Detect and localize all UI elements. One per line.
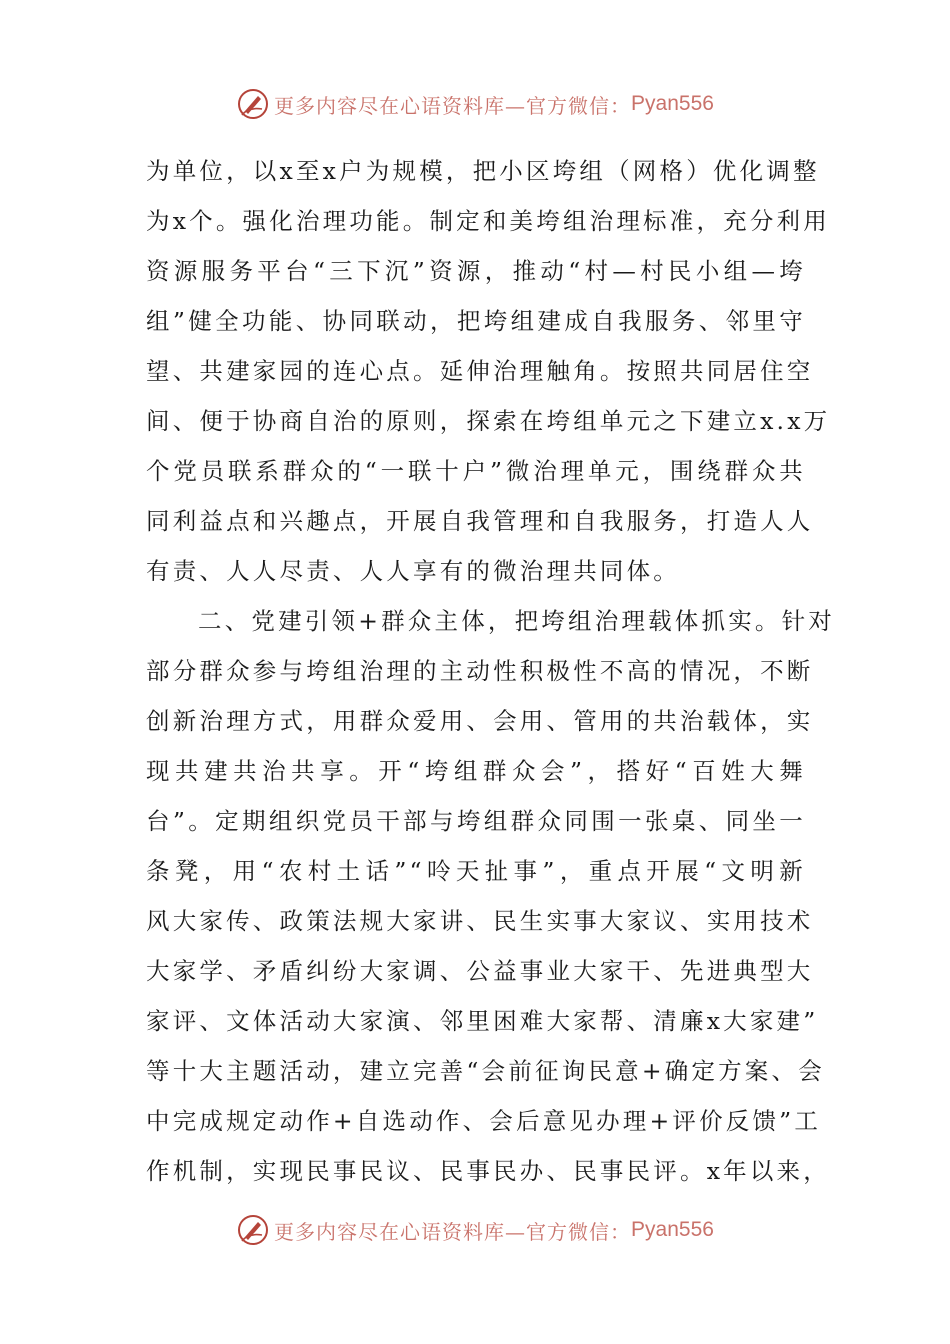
text-line: 创新治理方式，用群众爱用、会用、管用的共治载体，实 xyxy=(146,707,814,735)
text-line: 中完成规定动作+自选动作、会后意见办理+评价反馈”工 xyxy=(146,1107,822,1135)
watermark-text: 更多内容尽在心语资料库—官方微信： xyxy=(274,1219,632,1244)
text-line: 台”。定期组织党员干部与垮组群众同围一张桌、同坐一 xyxy=(146,807,806,835)
text-line: 部分群众参与垮组治理的主动性积极性不高的情况，不断 xyxy=(146,657,814,685)
paragraph-1 xyxy=(146,146,831,596)
header-watermark xyxy=(0,80,950,128)
text-line: 为单位，以x至x户为规模，把小区垮组（网格）优化调整 xyxy=(146,157,820,185)
text-line: 现共建共治共享。开“垮组群众会”，搭好“百姓大舞 xyxy=(146,757,806,785)
watermark-id: Pyan556 xyxy=(631,1218,714,1241)
text-line: 个党员联系群众的“一联十户”微治理单元，围绕群众共 xyxy=(146,457,806,485)
text-line: 望、共建家园的连心点。延伸治理触角。按照共同居住空 xyxy=(146,357,814,385)
text-line: 组”健全功能、协同联动，把垮组建成自我服务、邻里守 xyxy=(146,307,806,335)
text-line: 风大家传、政策法规大家讲、民生实事大家议、实用技术 xyxy=(146,907,814,935)
document-body xyxy=(146,146,835,1196)
text-line: 作机制，实现民事民议、民事民办、民事民评。x年以来， xyxy=(146,1157,830,1185)
pen-logo-icon xyxy=(236,87,270,121)
watermark-id: Pyan556 xyxy=(631,92,714,115)
footer-watermark xyxy=(0,1206,950,1254)
text-line: 条凳，用“农村土话”“呤天扯事”，重点开展“文明新 xyxy=(146,857,806,885)
text-line: 为x个。强化治理功能。制定和美垮组治理标准，充分利用 xyxy=(146,207,830,235)
text-line: 等十大主题活动，建立完善“会前征询民意+确定方案、会 xyxy=(146,1057,825,1085)
text-line: 间、便于协商自治的原则，探索在垮组单元之下建立x.x万 xyxy=(146,407,831,435)
text-line: 二、党建引领+群众主体，把垮组治理载体抓实。针对 xyxy=(198,607,835,635)
watermark-text: 更多内容尽在心语资料库—官方微信： xyxy=(274,93,632,118)
pen-logo-icon xyxy=(236,1213,270,1247)
text-line: 家评、文体活动大家演、邻里困难大家帮、清廉x大家建” xyxy=(146,1007,819,1035)
text-line: 资源服务平台“三下沉”资源，推动“村—村民小组—垮 xyxy=(146,257,806,285)
paragraph-2 xyxy=(146,596,835,1196)
text-line: 有责、人人尽责、人人享有的微治理共同体。 xyxy=(146,557,680,585)
text-line: 大家学、矛盾纠纷大家调、公益事业大家干、先进典型大 xyxy=(146,957,814,985)
text-line: 同利益点和兴趣点，开展自我管理和自我服务，打造人人 xyxy=(146,507,814,535)
